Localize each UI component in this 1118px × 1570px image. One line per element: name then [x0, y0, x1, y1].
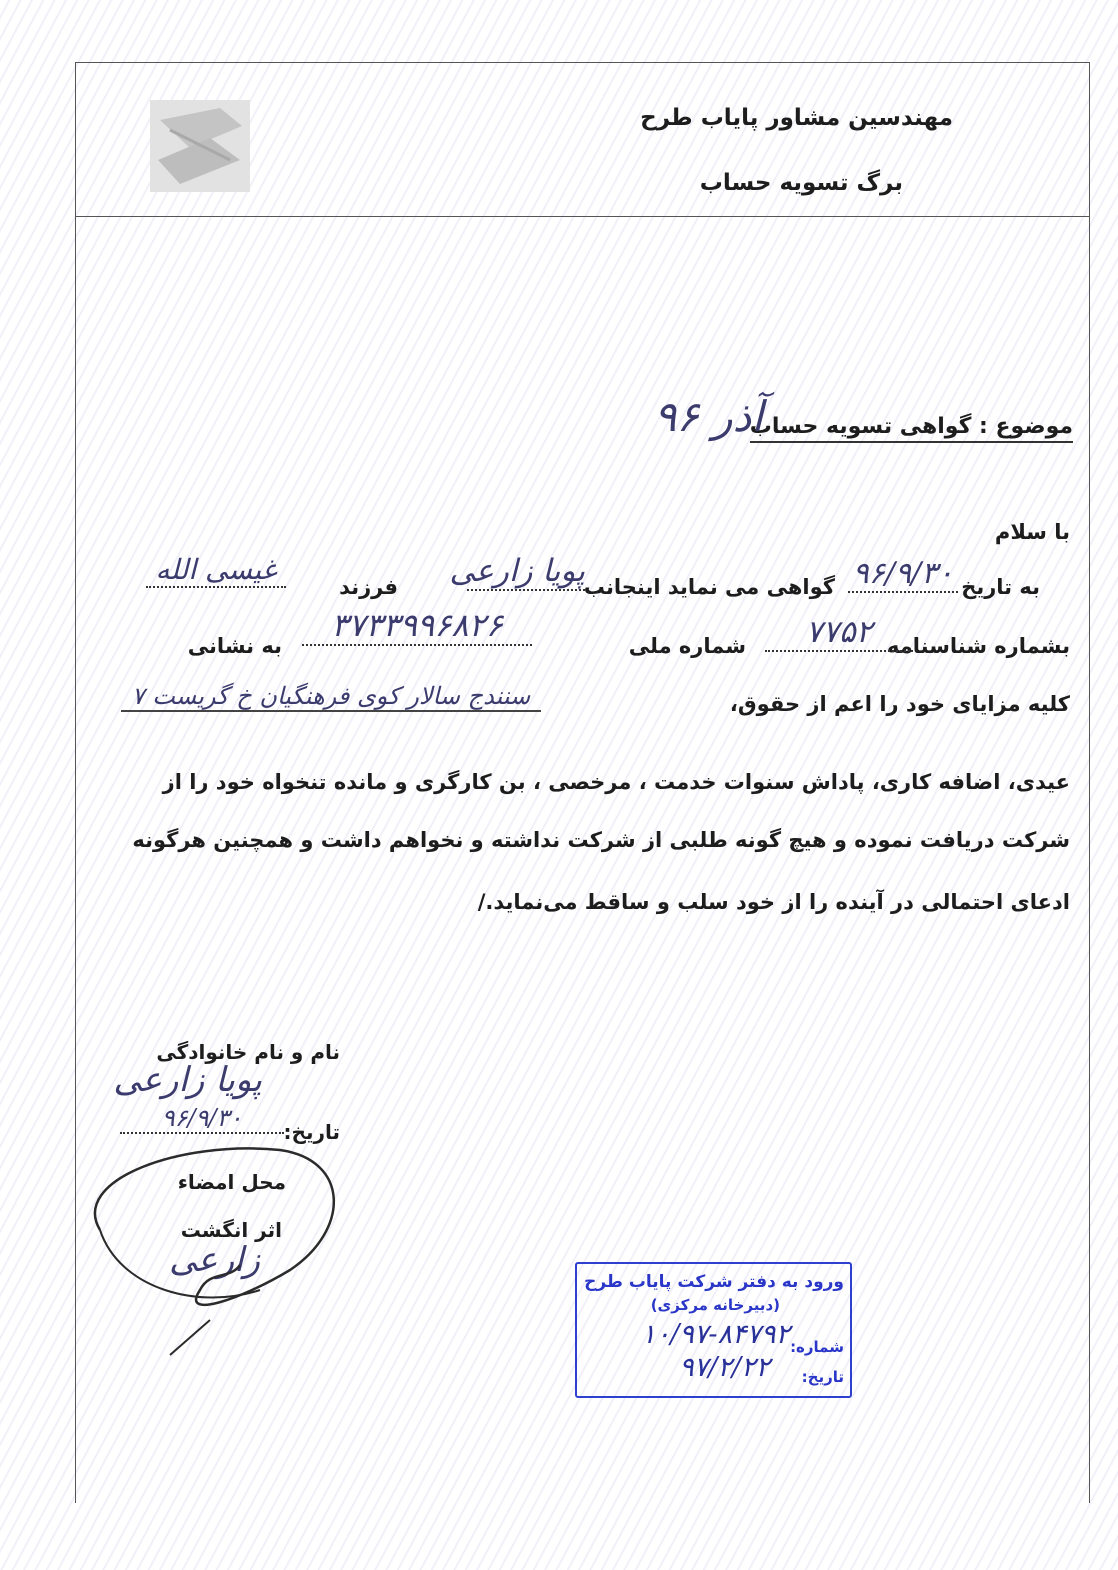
company-logo [150, 100, 250, 192]
national-id-label: شماره ملی [628, 634, 746, 658]
line1-prefix: به تاریخ [961, 575, 1040, 599]
stamp-date-value: ۹۷/۲/۲۲ [679, 1352, 770, 1383]
subject-handwritten-date: آذر ۹۶ [653, 392, 763, 441]
father-name-handwritten: غیسی الله [146, 553, 286, 588]
company-name: مهندسین مشاور پایاب طرح [640, 105, 953, 131]
signature-handwritten: زارعی [169, 1240, 260, 1280]
national-id-handwritten: ۳۷۳۳۹۹۶۸۲۶ [302, 606, 532, 646]
fingerprint-label: اثر انگشت [180, 1218, 282, 1242]
header-divider [75, 216, 1089, 217]
signer-name-handwritten: پویا زارعی [113, 1060, 262, 1100]
child-of-label: فرزند [339, 575, 398, 599]
stamp-number-value: ۱۰/۹۷-۸۴۷۹۲ [641, 1319, 790, 1350]
signature-scribble [60, 1120, 360, 1370]
address-label: به نشانی [187, 634, 282, 658]
stamp-date-label: تاریخ: [801, 1368, 844, 1386]
line2-prefix: بشماره شناسنامه [887, 634, 1070, 658]
subject-label: موضوع : گواهی تسویه حساب [750, 414, 1073, 443]
stamp-title: ورود به دفتر شرکت پایاب طرح [584, 1272, 844, 1292]
date-label: تاریخ: [283, 1120, 340, 1144]
line3-text: کلیه مزایای خود را اعم از حقوق، [729, 692, 1070, 716]
reception-stamp [575, 1262, 852, 1398]
sign-date-handwritten: ۹۶/۹/۳۰ [120, 1104, 284, 1134]
form-title: برگ تسویه حساب [699, 170, 903, 196]
address-handwritten: سنندج سالار کوی فرهنگیان خ گریست ۷ [121, 682, 541, 712]
signature-place-label: محل امضاء [177, 1170, 286, 1194]
line4-text: عیدی، اضافه کاری، پاداش سنوات خدمت ، مرخصی ، بن کارگری و مانده تنخواه خود را از [162, 770, 1070, 794]
name-label: نام و نام خانوادگی [156, 1040, 340, 1064]
greeting: با سلام [994, 520, 1070, 544]
id-number-handwritten: ۷۷۵۲ [765, 614, 913, 652]
line1-mid: گواهی می نماید اینجانب [583, 575, 835, 599]
line5-text: شرکت دریافت نموده و هیچ گونه طلبی از شرکت نداشته و نخواهم داشت و همچنین هرگونه [132, 828, 1070, 852]
date-handwritten: ۹۶/۹/۳۰ [848, 556, 958, 593]
stamp-subtitle: (دبیرخانه مرکزی) [650, 1296, 780, 1314]
line6-text: ادعای احتمالی در آینده را از خود سلب و ساقط می‌نماید./ [477, 890, 1070, 914]
name-handwritten: پویا زارعی [449, 553, 585, 589]
stamp-number-label: شماره: [790, 1338, 844, 1356]
